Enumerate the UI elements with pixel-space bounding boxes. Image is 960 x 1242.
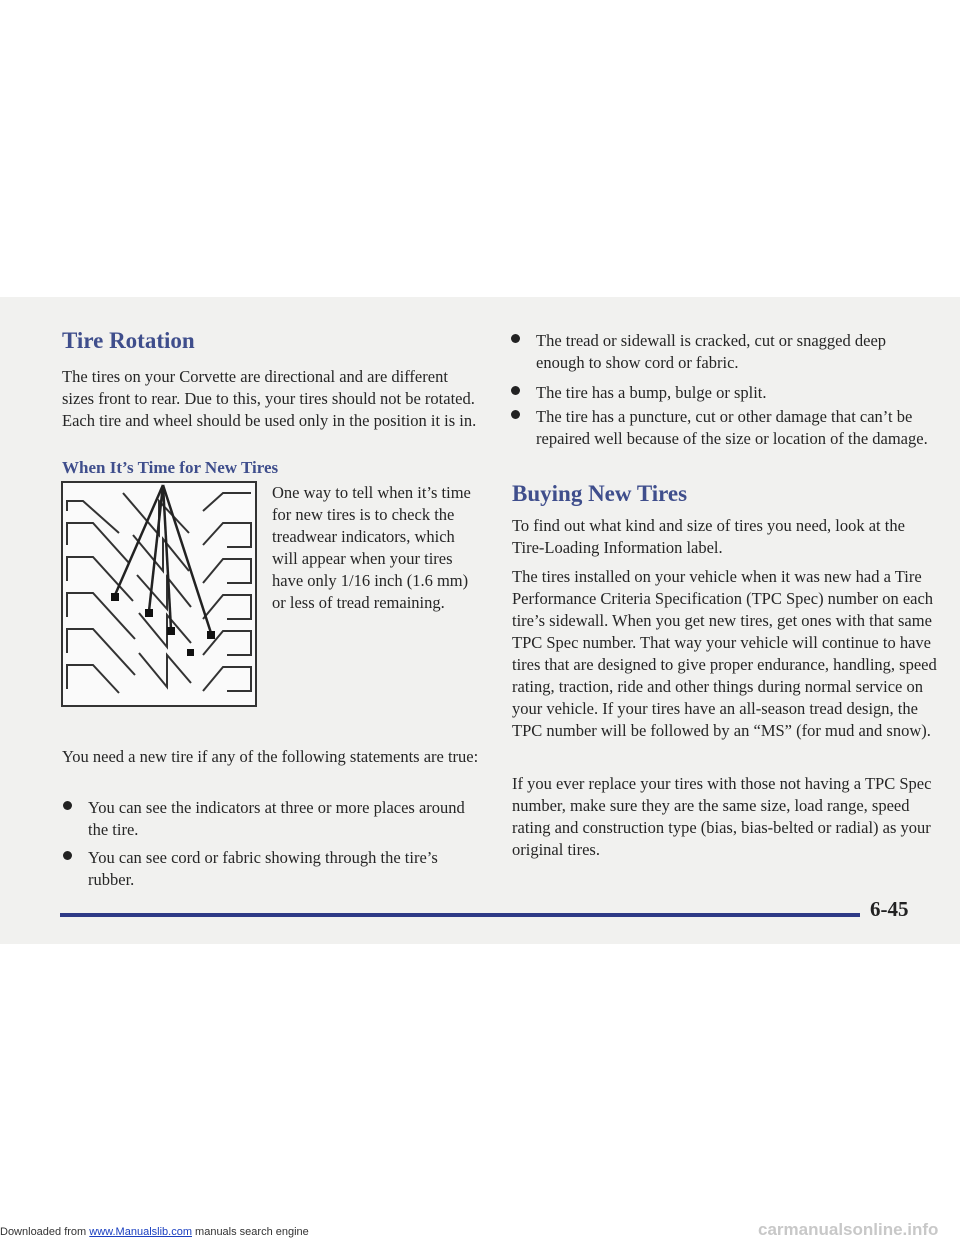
list-item-text: The tire has a bump, bulge or split. [536, 383, 767, 402]
footer-prefix: Downloaded from [0, 1226, 90, 1238]
list-item-text: You can see the indicators at three or more places around the tire. [88, 798, 465, 839]
buying-paragraph-1: To find out what kind and size of tires you need, look at the Tire-Loading Information label. [512, 516, 905, 557]
bullet-icon [63, 851, 72, 860]
manualslib-link[interactable]: www.Manualslib.com [89, 1226, 192, 1238]
download-footer [0, 1226, 309, 1238]
bullet-icon [511, 410, 520, 419]
footer-rule [60, 913, 860, 917]
list-item [510, 382, 936, 404]
tire-rotation-heading: Tire Rotation [62, 328, 195, 353]
buying-paragraph-3: If you ever replace your tires with those not having a TPC Spec number, make sure they are the same size, load range, speed rating and construction type (bias, bias-belted or radial) as your original tires. [512, 774, 932, 859]
treadwear-indicator-illustration [61, 481, 257, 707]
list-item [510, 406, 936, 450]
bullet-icon [511, 334, 520, 343]
indicator-mark-1 [111, 593, 119, 601]
tire-rotation-body: The tires on your Corvette are directional and are different sizes front to rear. Due to this, your tires should not be rotated. Each tire and wheel should be used only in the position it is in. [62, 367, 477, 430]
tire-tread-icon [63, 483, 255, 705]
bullet-icon [511, 386, 520, 395]
new-tires-intro: You need a new tire if any of the following statements are true: [62, 747, 479, 766]
watermark-logo: carmanualsonline.info [758, 1220, 939, 1239]
indicator-mark-2 [145, 609, 153, 617]
indicator-mark-3 [167, 627, 175, 635]
list-item [62, 797, 472, 841]
indicator-mark-4 [207, 631, 215, 639]
buying-new-tires-heading: Buying New Tires [512, 481, 688, 506]
page-number: 6-45 [870, 897, 909, 921]
bullet-icon [63, 801, 72, 810]
list-item-text: The tread or sidewall is cracked, cut or snagged deep enough to show cord or fabric. [536, 331, 887, 372]
new-tires-heading: When It’s Time for New Tires [62, 458, 279, 477]
list-item [510, 330, 936, 374]
footer-suffix: manuals search engine [191, 1226, 309, 1238]
treadwear-caption: One way to tell when it’s time for new tires is to check the treadwear indicators, which will appear when your tires have only 1/16 inch (1.6 mm) or less of tread remaining. [272, 483, 471, 612]
list-item-text: The tire has a puncture, cut or other damage that can’t be repaired well because of the size or location of the damage. [536, 407, 928, 448]
buying-paragraph-2: The tires installed on your vehicle when it was new had a Tire Performance Criteria Specification (TPC Spec) number on each tire’s sidewall. When you get new tires, get ones with that same TPC Spec number. That way your vehicle will continue to have tires that are designed to give proper endurance, handling, speed rating, traction, ride and other things during normal service on your vehicle. If your tires have an all-season tread design, the TPC number will be followed by an “MS” (for mud and snow). [512, 567, 937, 740]
indicator-mark-5 [187, 649, 194, 656]
list-item [62, 847, 472, 891]
list-item-text: You can see cord or fabric showing through the tire’s rubber. [88, 848, 438, 889]
